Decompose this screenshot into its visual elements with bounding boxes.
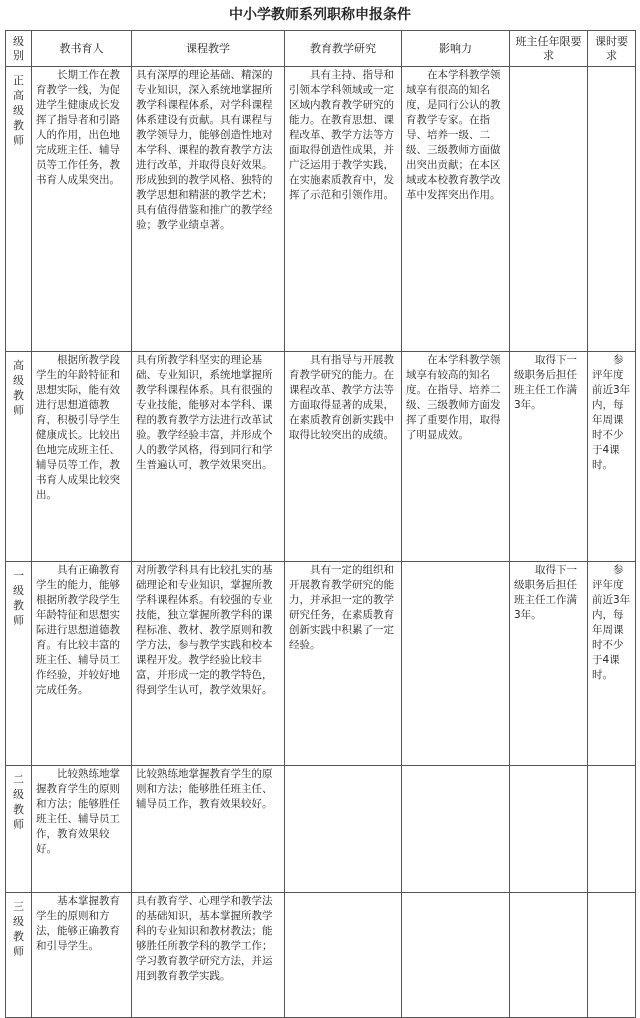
moral-cell: 具有正确教育学生的能力，能够根据所教学段学生年龄特征和思想实际进行思想道德教育。有比较丰富的班主任、辅导员工作经验，并较好地完成任务。 [32,562,132,766]
requirements-table [5,30,636,1018]
hours-cell: 参评年度前近3年内，每年周课时不少于4课时。 [588,562,636,766]
hours-cell [588,893,636,1018]
table-row [6,766,636,893]
table-row [6,352,636,562]
research-cell [285,893,402,1018]
moral-cell: 比较熟练地掌握教育学生的原则和方法；能够胜任班主任、辅导员工作，教育效果较好。 [32,766,132,893]
teaching-cell: 具有所教学科坚实的理论基础、专业知识，系统地掌握所教学科课程体系。具有很强的专业技能，能够对本学科、课程的教育教学方法进行改革试验。教学经验丰富，并形成个人的教学风格，得到同行和学生普遍认可，教学效果突出。 [132,352,285,562]
header-research: 教育教学研究 [285,31,402,67]
hours-cell: 参评年度前近3年内，每年周课时不少于4课时。 [588,352,636,562]
research-cell: 具有主持、指导和引领本学科领域或一定区域内教育教学研究的能力。在教育思想、课程改革、教学方法等方面取得创造性成果，并广泛运用于教学实践，在实施素质教育中，发挥了示范和引领作用。 [285,67,402,352]
teaching-cell: 具有教育学、心理学和教学法的基础知识，基本掌握所教学科的专业知识和教材教法；能够胜任所教学科的教学工作；学习教育教学研究方法，并运用到教育教学实践。 [132,893,285,1018]
influence-cell: 在本学科教学领域享有很高的知名度，是同行公认的教育教学专家。在指导、培养一级、二级、三级教师方面做出突出贡献；在本区域或本校教育教学改革中发挥突出作用。 [402,67,510,352]
header-row [6,31,636,67]
head-teacher-cell: 取得下一级职务后担任班主任工作满3年。 [510,352,588,562]
influence-cell: 在本学科教学领域享有较高的知名度。在指导、培养二级、三级教师方面发挥了重要作用，取得了明显成效。 [402,352,510,562]
head-teacher-cell [510,766,588,893]
teaching-cell: 具有深厚的理论基础、精深的专业知识，深入系统地掌握所教学科课程体系，对学科课程体系建设有贡献。具有课程与教学领导力，能够创造性地对本学科、课程的教育教学方法进行改革，并取得良好效果。形成独到的教学风格、独特的教学思想和精湛的教学艺术；具有值得借鉴和推广的教学经验；教学业绩卓著。 [132,67,285,352]
moral-cell: 长期工作在教育教学一线，为促进学生健康成长发挥了指导者和引路人的作用，出色地完成班主任、辅导员等工作任务，教书育人成果突出。 [32,67,132,352]
head-teacher-cell: 取得下一级职务后担任班主任工作满3年。 [510,562,588,766]
influence-cell [402,893,510,1018]
page-title: 中小学教师系列职称申报条件 [229,7,411,23]
header-head-teacher: 班主任年限要求 [510,31,588,67]
moral-cell: 基本掌握教育学生的原则和方法，能够正确教育和引导学生。 [32,893,132,1018]
level-cell: 三级教师 [6,893,32,1018]
head-teacher-cell [510,67,588,352]
hours-cell [588,766,636,893]
research-cell: 具有指导与开展教育教学研究的能力。在课程改革、教学方法等方面取得显著的成果，在素质教育创新实践中取得比较突出的成绩。 [285,352,402,562]
moral-cell: 根据所教学段学生的年龄特征和思想实际，能有效进行思想道德教育，积极引导学生健康成长。比较出色地完成班主任、辅导员等工作，教书育人成果比较突出。 [32,352,132,562]
teaching-cell: 对所教学科具有比较扎实的基础理论和专业知识，掌握所教学科课程体系。有较强的专业技能，独立掌握所教学科的课程标准、教材、教学原则和教学方法，参与教学实践和校本课程开发。教学经验比较丰富，并形成一定的教学特色，得到学生认可，教学效果好。 [132,562,285,766]
header-influence: 影响力 [402,31,510,67]
table-row [6,67,636,352]
level-cell: 正高级教师 [6,67,32,352]
research-cell: 具有一定的组织和开展教育教学研究的能力，并承担一定的教学研究任务，在素质教育创新实践中积累了一定经验。 [285,562,402,766]
teaching-cell: 比较熟练地掌握教育学生的原则和方法；能够胜任班主任、辅导员工作，教育效果较好。 [132,766,285,893]
level-cell: 高级教师 [6,352,32,562]
influence-cell [402,562,510,766]
header-level: 级别 [6,31,32,67]
level-cell: 二级教师 [6,766,32,893]
research-cell [285,766,402,893]
header-teaching: 课程教学 [132,31,285,67]
header-moral: 教书育人 [32,31,132,67]
table-row [6,562,636,766]
level-cell: 一级教师 [6,562,32,766]
header-hours: 课时要求 [588,31,636,67]
hours-cell [588,67,636,352]
head-teacher-cell [510,893,588,1018]
influence-cell [402,766,510,893]
table-row [6,893,636,1018]
